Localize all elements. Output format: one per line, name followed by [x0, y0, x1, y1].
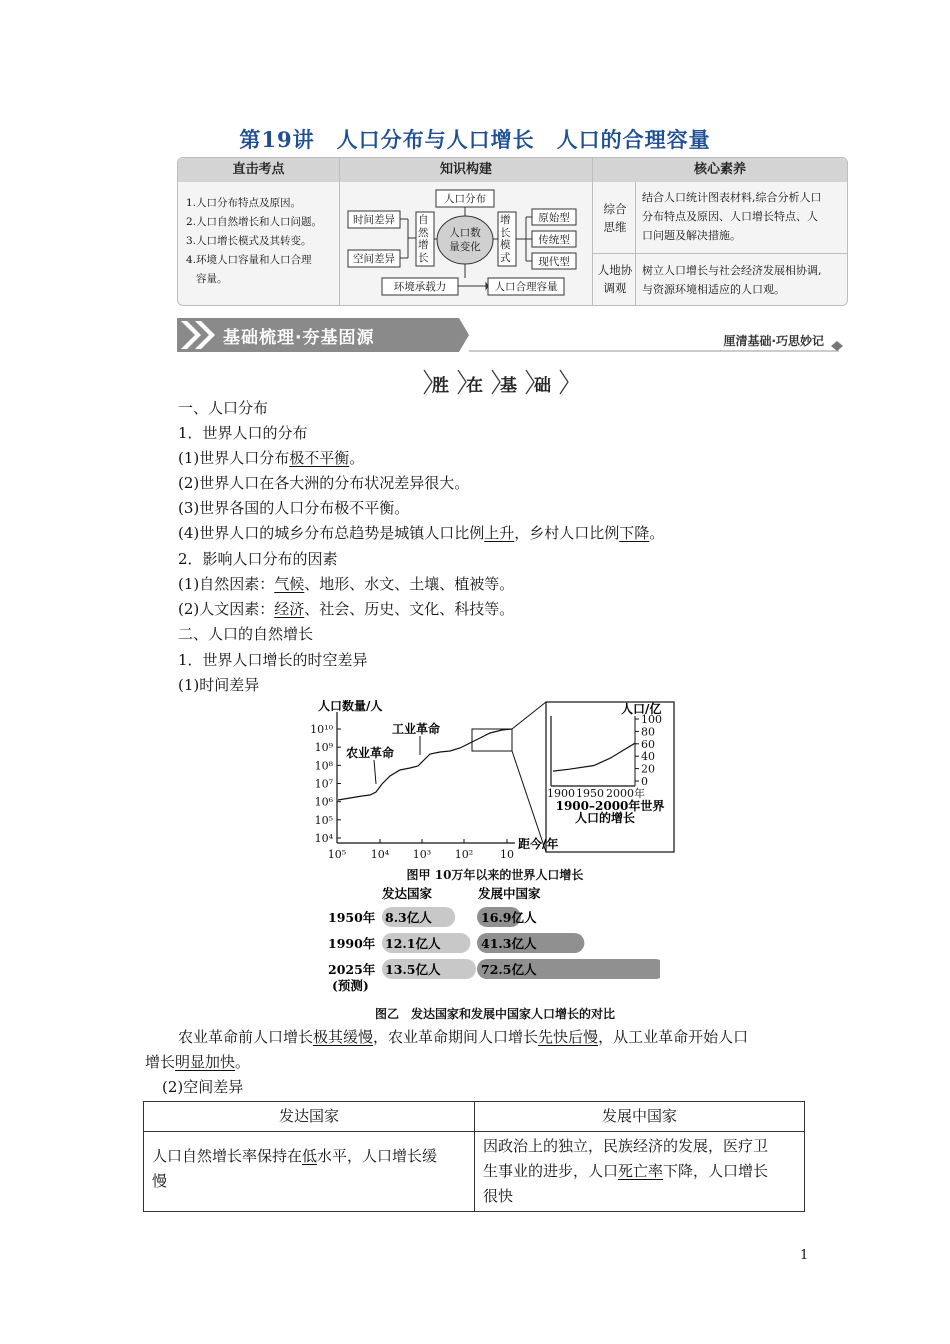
point-4: 4.环境人口容量和人口合理: [186, 254, 312, 266]
line-2: (2)世界人口在各大洲的分布状况差异很大。: [178, 474, 470, 492]
section-tag: [420, 367, 570, 397]
category-label: 2025年: [328, 962, 376, 977]
y-tick-label: 10⁷: [314, 777, 333, 791]
x-tick-label: 10⁴: [370, 848, 390, 861]
map-bottom-left: 环境承载力: [393, 281, 447, 293]
heading-time: (1)时间差异: [178, 676, 260, 694]
tag-char: 础: [534, 376, 551, 396]
line-4: [178, 521, 664, 546]
core-text-1-line: 结合人口统计图表材料,综合分析人口: [642, 191, 822, 204]
table-header: 发达国家: [144, 1102, 475, 1132]
header-knowledge: 知识构建: [340, 158, 592, 182]
heading-2-1: 1．世界人口增长的时空差异: [178, 651, 368, 669]
section-banner: [177, 318, 846, 352]
answer: 低: [302, 1147, 318, 1165]
heading-space: (2)空间差异: [162, 1078, 244, 1096]
answer: 死亡率: [618, 1162, 664, 1180]
inset-curve: [553, 743, 635, 771]
exam-points: [186, 194, 336, 289]
text: (4)世界人口的城乡分布总趋势是城镇人口比例: [178, 524, 485, 542]
core-label-1: 综合思维: [603, 202, 627, 234]
bar-label-developed: 12.1亿人: [385, 936, 441, 951]
text: 、社会、历史、文化、科技等。: [304, 600, 515, 618]
point-4-cont: 容量。: [196, 273, 228, 285]
banner-subtitle: 厘清基础·巧思妙记: [723, 334, 824, 348]
paragraph-line-1: [178, 1025, 748, 1050]
core-text-1-line: 分布特点及原因、人口增长特点、人: [642, 210, 818, 223]
heading-2: 二、人口的自然增长: [178, 625, 314, 643]
table-row: [144, 1132, 805, 1212]
inset-y-tick-label: 80: [641, 725, 655, 739]
chart-ylabel: 人口数量/人: [318, 700, 383, 713]
y-tick-label: 10⁵: [314, 813, 333, 827]
y-tick-label: 10⁸: [314, 759, 333, 773]
x-tick-label: 10⁵: [327, 848, 347, 861]
point-1: 1.人口分布特点及原因。: [186, 197, 302, 209]
text: 慢: [152, 1172, 168, 1190]
heading-1: 一、人口分布: [178, 399, 269, 417]
table-cell-developing: [475, 1132, 805, 1212]
text: 人口自然增长率保持在: [152, 1147, 303, 1165]
x-tick-label: 10³: [412, 848, 432, 861]
bar-label-developed: 13.5亿人: [385, 962, 441, 977]
text: ，乡村人口比例: [514, 524, 620, 542]
map-mid-left: 自然增长: [418, 214, 429, 264]
answer: 极其缓慢: [313, 1028, 374, 1046]
x-tick-label: 10: [500, 848, 514, 861]
chart-population-growth: [310, 700, 680, 865]
banner-title: 基础梳理·夯基固源: [223, 328, 375, 348]
map-left2: 空间差异: [353, 253, 395, 265]
inset-x-tick-label: 2000年: [606, 787, 645, 800]
y-tick-label: 10⁹: [314, 741, 333, 755]
text: ，农业革命期间人口增长: [373, 1028, 539, 1046]
answer: 经济: [274, 600, 305, 618]
text: 因政治上的独立，民族经济的发展，医疗卫: [483, 1137, 769, 1155]
text: 、地形、水文、土壤、植被等。: [304, 575, 515, 593]
legend-developed: 发达国家: [382, 886, 433, 901]
tag-char: 在: [466, 376, 483, 396]
factor-1: [178, 572, 514, 597]
tag-char: 胜: [432, 376, 449, 396]
bar-label-developing: 72.5亿人: [481, 962, 537, 977]
text: 。: [649, 524, 665, 542]
tag-char: 基: [500, 376, 517, 396]
map-top: 人口分布: [444, 193, 486, 205]
map-r2: 传统型: [538, 234, 570, 246]
map-r1: 原始型: [538, 212, 570, 224]
page-number: 1: [800, 1248, 809, 1263]
inset-ylabel: 人口/亿: [621, 702, 662, 716]
y-tick-label: 10⁶: [314, 795, 333, 809]
population-curve: [338, 729, 512, 800]
table-header-row: [144, 1102, 805, 1132]
table-header: 发展中国家: [475, 1102, 805, 1132]
map-r3: 现代型: [538, 256, 570, 268]
text: 很快: [483, 1187, 514, 1205]
inset-caption: 1900–2000年世界: [555, 799, 665, 813]
answer: 气候: [274, 575, 305, 593]
text: ，从工业革命开始人口: [598, 1028, 749, 1046]
map-center: 人口数量变化: [449, 227, 481, 253]
category-label: 1990年: [328, 936, 376, 951]
map-left1: 时间差异: [353, 214, 395, 226]
annotation-industrial: 工业革命: [392, 722, 441, 736]
answer: 极不平衡: [289, 449, 350, 467]
answer: 明显加快: [175, 1053, 236, 1071]
inset-y-tick-label: 100: [641, 713, 662, 726]
table-cell-developed: [144, 1132, 475, 1212]
header-exam-points: 直击考点: [178, 158, 339, 182]
text: 生事业的进步，人口: [483, 1162, 619, 1180]
point-2: 2.人口自然增长和人口问题。: [186, 216, 323, 228]
core-label-2: 人地协调观: [597, 263, 633, 295]
inset-y-tick-label: 60: [641, 737, 655, 751]
bar-label-developing: 16.9亿人: [481, 910, 537, 925]
core-text-2-line: 树立人口增长与社会经济发展相协调,: [642, 264, 822, 277]
text: (2)人文因素：: [178, 600, 275, 618]
bar-label-developing: 41.3亿人: [481, 936, 537, 951]
inset-caption: 人口的增长: [574, 811, 636, 825]
map-mid-right: 增长模式: [500, 214, 511, 264]
header-core: 核心素养: [593, 158, 847, 182]
text: (1)世界人口分布: [178, 449, 290, 467]
map-bottom-right: 人口合理容量: [494, 281, 558, 293]
core-text-2: [642, 261, 822, 299]
chart-caption-1: 图甲 10万年以来的世界人口增长: [406, 868, 584, 882]
inset-y-tick-label: 0: [641, 775, 648, 788]
heading-1-2: 2．影响人口分布的因素: [178, 550, 338, 568]
x-tick-label: 10²: [454, 848, 474, 861]
comparison-table: [143, 1101, 805, 1212]
text: 下降，人口增长: [663, 1162, 769, 1180]
answer: 先快后慢: [538, 1028, 599, 1046]
text: 农业革命前人口增长: [178, 1028, 314, 1046]
text: 。: [235, 1053, 251, 1071]
text: 。: [349, 449, 365, 467]
text: 水平，人口增长缓: [317, 1147, 438, 1165]
y-tick-label: 10¹⁰: [310, 723, 333, 736]
line-1: [178, 446, 364, 471]
inset-y-tick-label: 20: [641, 762, 655, 776]
annotation-pointer: [374, 760, 376, 784]
answer: 下降: [619, 524, 650, 542]
category-label-note: (预测): [332, 978, 369, 993]
bar-label-developed: 8.3亿人: [385, 910, 432, 925]
factor-2: [178, 597, 514, 622]
core-text-1-line: 口问题及解决措施。: [642, 229, 741, 242]
core-text-2-line: 与资源环境相适应的人口观。: [642, 283, 785, 296]
chart-xlabel: 距今/年: [518, 837, 559, 851]
answer: 上升: [484, 524, 515, 542]
inset-x-tick-label: 1900: [547, 787, 575, 800]
paragraph-line-2: [145, 1050, 250, 1075]
inset-y-tick-label: 40: [641, 750, 655, 764]
point-3: 3.人口增长模式及其转变。: [186, 235, 312, 247]
zoom-line: [512, 702, 546, 729]
y-tick-label: 10⁴: [314, 832, 333, 845]
core-text-1: [642, 188, 822, 245]
text: (1)自然因素：: [178, 575, 275, 593]
inset-x-tick-label: 1950: [576, 787, 604, 800]
legend-developing: 发展中国家: [478, 886, 541, 901]
divider: [593, 253, 847, 254]
page-title: 第19讲 人口分布与人口增长 人口的合理容量: [239, 127, 711, 152]
text: 增长: [145, 1053, 176, 1071]
chart-caption-2: 图乙 发达国家和发展中国家人口增长的对比: [374, 1007, 615, 1021]
overview-table: [177, 157, 848, 306]
line-3: (3)世界各国的人口分布极不平衡。: [178, 499, 410, 517]
chart-dev-comparison: [320, 884, 660, 999]
annotation-agri: 农业革命: [346, 746, 395, 760]
heading-1-1: 1．世界人口的分布: [178, 424, 308, 442]
category-label: 1950年: [328, 910, 376, 925]
